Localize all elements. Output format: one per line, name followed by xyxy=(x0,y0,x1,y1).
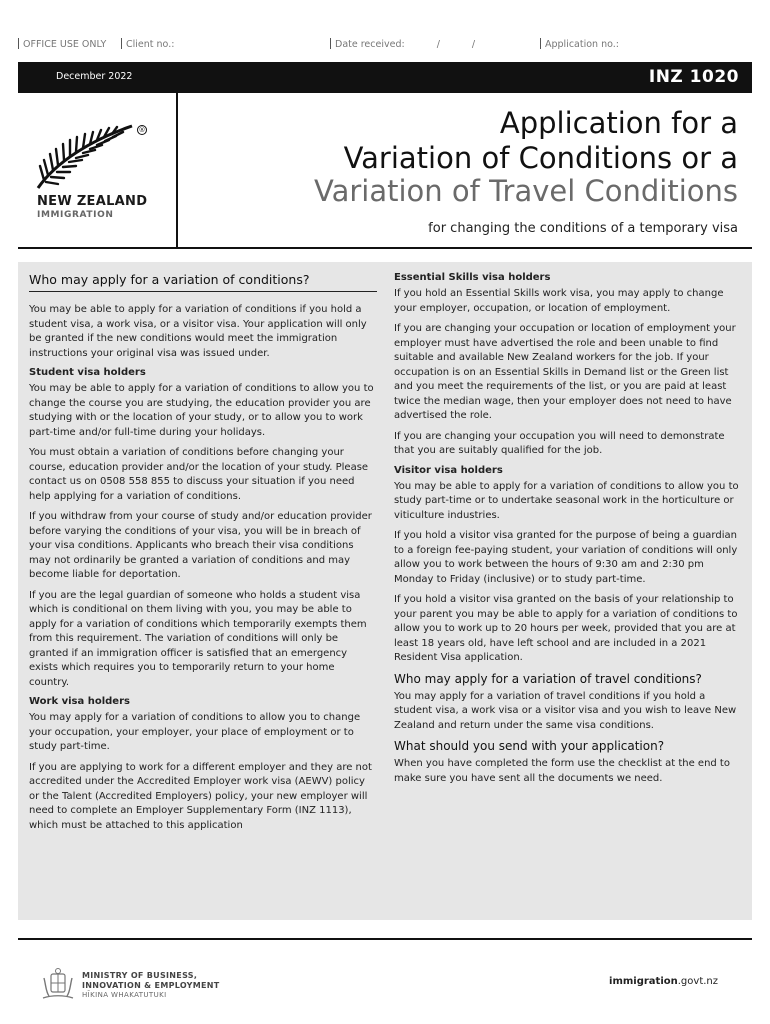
website-url[interactable]: immigration.govt.nz xyxy=(609,976,718,987)
travel-conditions-heading: Who may apply for a variation of travel conditions? xyxy=(394,671,702,686)
title-line-3: Variation of Travel Conditions xyxy=(314,174,738,208)
travel-paragraph: You may apply for a variation of travel conditions if you hold a student visa, a work visa or a visitor visa and you wish to leave New Zealand and return under the same visa conditions. xyxy=(394,690,737,731)
visitor-paragraph-2: If you hold a visitor visa granted for the purpose of being a guardian to a foreign fee-paying student, your variation of conditions will only allow you to work between the hours of 9:30 am and 2:30 pm Monday to Friday (inclusive) or to study part-time. xyxy=(394,530,738,585)
logo-wordmark-immigration: IMMIGRATION xyxy=(37,210,114,220)
essential-paragraph-2: If you are changing your occupation or location of employment your employer must have advertised the role and been unable to find suitable and available New Zealand workers for the job. If your occupation is on an Essential Skills in Demand list or the Green list and you meet the requirements of the list, or you are paid at least twice the median wage, then your employer does not need to have advertised the role. xyxy=(394,323,736,421)
student-paragraph-1: You may be able to apply for a variation of conditions to allow you to change the course you are studying, the education provider you are studying with or the location of your study, or to allow you to work part-time and/or full-time during your holidays. xyxy=(29,383,374,438)
subtitle: for changing the conditions of a temporary visa xyxy=(428,221,738,236)
footer-rule xyxy=(18,938,752,940)
essential-paragraph-3: If you are changing your occupation you will need to demonstrate that you are suitably qualified for the job. xyxy=(394,430,725,456)
who-may-apply-heading: Who may apply for a variation of conditions? xyxy=(29,272,377,292)
essential-paragraph-1: If you hold an Essential Skills work visa, you may apply to change your employer, occupation, or location of employment. xyxy=(394,288,724,314)
student-paragraph-3: If you withdraw from your course of study and/or education provider before varying the conditions of your visa, you will be in breach of your visa conditions. Applicants who breach their visa conditions may not ordinarily be granted a variation of conditions and may become liable for deportation. xyxy=(29,511,372,580)
title-line-2: Variation of Conditions or a xyxy=(343,141,738,175)
student-paragraph-2: You must obtain a variation of conditions before changing your course, education provider and/or the location of your study. Please contact us on 0508 558 855 to discuss your situation if you need help applying for a variation of conditions. xyxy=(29,447,369,502)
work-paragraph-1: You may apply for a variation of conditions to allow you to change your occupation, your employer, your place of employment or to study part-time. xyxy=(29,712,361,752)
send-application-heading: What should you send with your application? xyxy=(394,739,665,753)
client-number-field: Client no.: xyxy=(121,38,174,50)
visitor-paragraph-1: You may be able to apply for a variation of conditions to allow you to study part-time or to undertake seasonal work in the horticulture or viticulture industries. xyxy=(394,480,739,521)
date-received-field: Date received: / / xyxy=(330,38,475,50)
header-bottom-rule xyxy=(18,247,752,249)
fern-logo-icon xyxy=(36,122,136,192)
mbie-line-1: MINISTRY OF BUSINESS, xyxy=(82,971,198,980)
essential-skills-heading: Essential Skills visa holders xyxy=(394,272,551,283)
work-paragraph-2: If you are applying to work for a different employer and they are not accredited under the Accredited Employer work visa (AEWV) policy or the Talent (Accredited Employers) policy, your new employer will need to complete an Employer Supplementary Form (INZ 1113), which must be attached to this application xyxy=(29,761,372,831)
title-line-1: Application for a xyxy=(499,106,738,140)
left-column xyxy=(29,272,377,839)
logo-wordmark-nz: NEW ZEALAND xyxy=(37,194,148,209)
student-paragraph-4: If you are the legal guardian of someone who holds a student visa which is conditional on them living with you, you may be able to apply for a variation of conditions which temporarily exempts them from this requirement. The variation of conditions will only be granted if an immigration officer is satisfied that an emergency exists which requires you to temporarily return to your home country. xyxy=(29,589,367,688)
coat-of-arms-icon xyxy=(40,968,76,1002)
visitor-visa-heading: Visitor visa holders xyxy=(394,464,503,476)
intro-paragraph: You may be able to apply for a variation of conditions if you hold a student visa, a work visa, or a visitor visa. Your application will only be granted if the new conditions would meet the immigration instructions your original visa was issued under. xyxy=(29,304,367,359)
form-code: INZ 1020 xyxy=(648,67,739,87)
mbie-line-3: HĪKINA WHAKATUTUKI xyxy=(82,991,167,999)
student-visa-heading: Student visa holders xyxy=(29,367,146,378)
visitor-paragraph-3: If you hold a visitor visa granted on the basis of your relationship to your parent you may be able to apply for a variation of conditions to allow you to work up to 20 hours per week, provided that you are at least 18 years old, have left school and are included in a 2021 Resident Visa application. xyxy=(394,594,738,663)
mbie-line-2: INNOVATION & EMPLOYMENT xyxy=(82,981,220,990)
application-number-field: Application no.: xyxy=(540,38,619,50)
form-date: December 2022 xyxy=(56,71,133,82)
office-use-label: OFFICE USE ONLY xyxy=(18,38,106,50)
work-visa-heading: Work visa holders xyxy=(29,696,130,707)
logo-divider xyxy=(176,93,178,248)
header-band xyxy=(18,62,752,93)
registered-mark: ® xyxy=(138,126,146,134)
right-column xyxy=(394,272,742,792)
send-paragraph: When you have completed the form use the checklist at the end to make sure you have sent all the documents we need. xyxy=(394,758,730,784)
